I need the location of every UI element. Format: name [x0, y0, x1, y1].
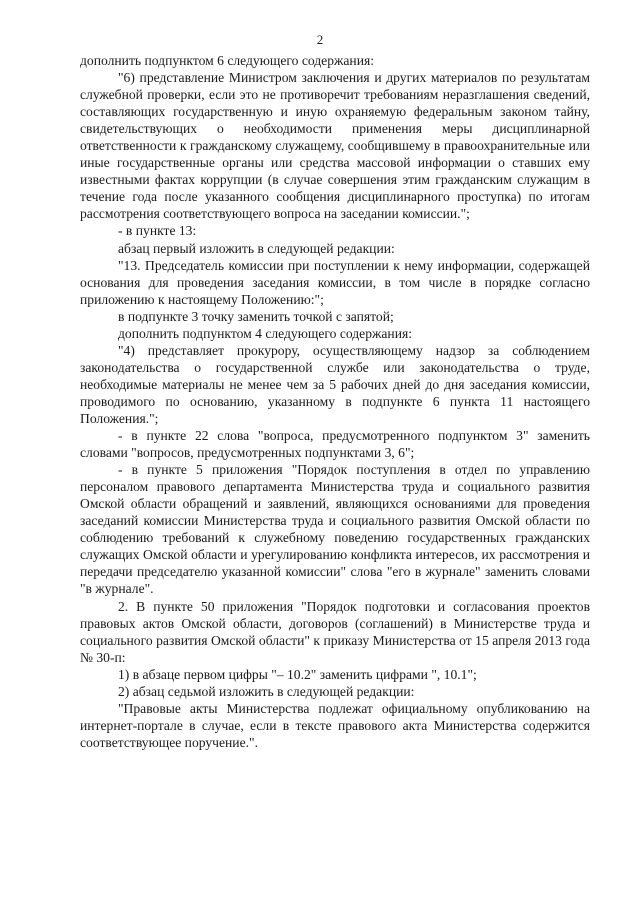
- paragraph-11: 2. В пункте 50 приложения "Порядок подготовки и согласования проектов правовых актов Омской области, договоров (соглашений) в Министерстве труда и социального развития Омской области" к приказу Министерства от 15 апреля 2013 года № 30-п:: [80, 598, 590, 665]
- paragraph-6: в подпункте 3 точку заменить точкой с запятой;: [118, 308, 394, 324]
- paragraph-1: дополнить подпунктом 6 следующего содержания:: [80, 53, 375, 68]
- paragraph-9: - в пункте 22 слова "вопроса, предусмотренного подпунктом 3" заменить словами "вопросов, предусмотренных подпунктами 3, 6";: [80, 428, 590, 461]
- paragraph-3: - в пункте 13:: [118, 223, 197, 239]
- paragraph-7: дополнить подпунктом 4 следующего содержания:: [118, 325, 413, 341]
- paragraph-12: 1) в абзаце первом цифры "– 10.2" заменить цифрами ", 10.1";: [118, 666, 477, 682]
- document-body: [80, 52, 590, 751]
- paragraph-4: абзац первый изложить в следующей редакции:: [118, 240, 395, 256]
- paragraph-10: - в пункте 5 приложения "Порядок поступления в отдел по управлению персоналом правового департамента Министерства труда и социального развития Омской области обращений и заявлений, являющихся основаниями для проведения заседаний комиссии Министерства труда и социального развития Омской области по соблюдению требований к служебному поведению государственных гражданских служащих Омской области и урегулированию конфликта интересов, их рассмотрения и передачи председателю указанной комиссии" слова "его в журнале" заменить словами "в журнале".: [80, 462, 590, 597]
- page-number: 2: [316, 32, 324, 47]
- paragraph-5: "13. Председатель комиссии при поступлении к нему информации, содержащей основания для проведения заседания комиссии, в том числе в порядке согласно приложению к настоящему Положению:";: [80, 257, 590, 307]
- paragraph-14: "Правовые акты Министерства подлежат официальному опубликованию на интернет-портале в случае, если в тексте правового акта Министерства содержится соответствующее поручение.".: [80, 700, 590, 750]
- paragraph-2: "6) представление Министром заключения и других материалов по результатам служебной проверки, если это не противоречит требованиям неразглашения сведений, составляющих государственную и иную охраняемую федеральным законом тайну, свидетельствующих о необходимости применения меры дисциплинарной ответственности к гражданскому служащему, сообщившему в правоохранительные или иные государственные органы или средства массовой информации о ставших ему известными фактах коррупции (в случае совершения этим гражданским служащим в течение года после указанного сообщения дисциплинарного проступка) по итогам рассмотрения соответствующего вопроса на заседании комиссии.";: [80, 70, 590, 222]
- paragraph-13: 2) абзац седьмой изложить в следующей редакции:: [118, 683, 415, 699]
- paragraph-8: "4) представляет прокурору, осуществляющему надзор за соблюдением законодательства о государственной службе или законодательства о труде, необходимые материалы не менее чем за 5 рабочих дней до дня заседания комиссии, проводимого по основанию, указанному в подпункте 6 пункта 11 настоящего Положения.";: [80, 342, 590, 426]
